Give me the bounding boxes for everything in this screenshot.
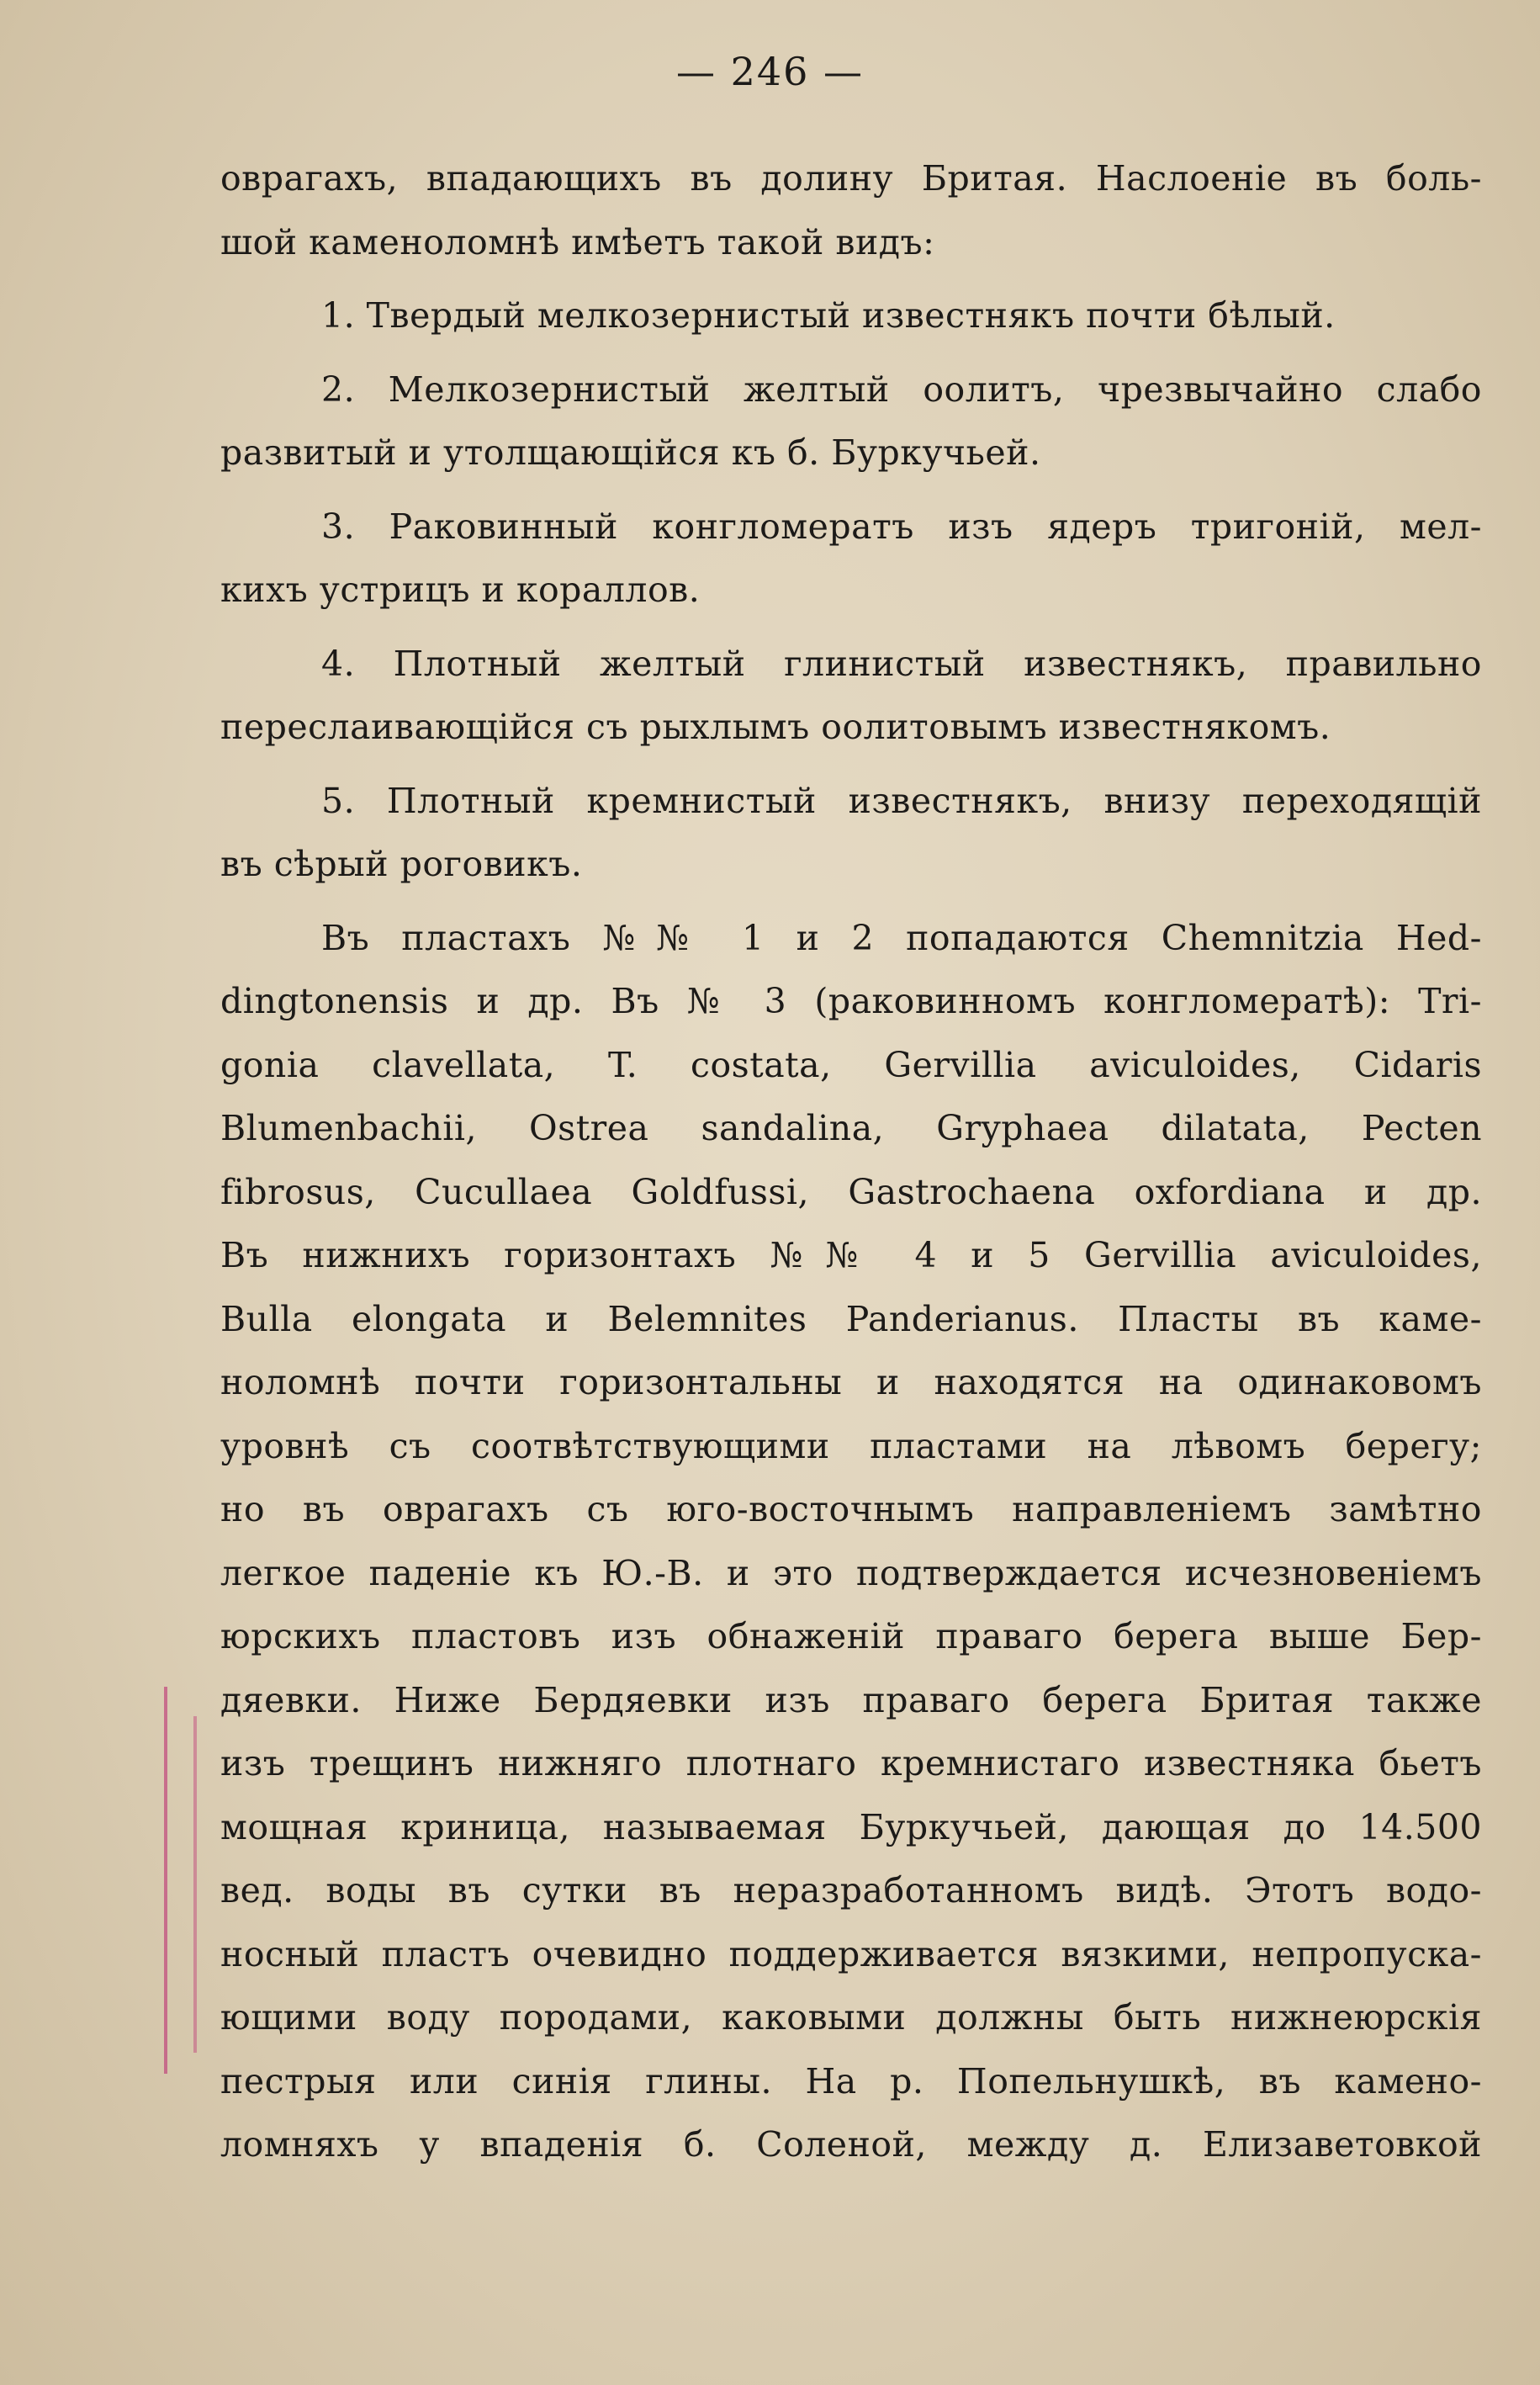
text-line: вед. воды въ сутки въ неразработанномъ видѣ. Этотъ водо- (220, 1870, 1482, 1911)
text-line: 5. Плотный кремнистый известнякъ, внизу переходящій (321, 780, 1482, 821)
text-line: пестрыя или синія глины. На р. Попельнушкѣ, въ камено- (220, 2060, 1482, 2101)
text-line: оврагахъ, впадающихъ въ долину Бритая. Наслоеніе въ боль- (220, 158, 1482, 199)
text-line: ноломнѣ почти горизонтальны и находятся на одинаковомъ (220, 1362, 1482, 1402)
text-line: Blumenbachii, Ostrea sandalina, Gryphaea dilatata, Pecten (220, 1108, 1482, 1148)
margin-bracket-mark (164, 1687, 218, 2074)
text-line: Въ нижнихъ горизонтахъ №№ 4 и 5 Gervillia aviculoides, (220, 1235, 1482, 1275)
page-number: — 246 — (675, 49, 865, 94)
text-line: шой каменоломнѣ имѣетъ такой видъ: (220, 221, 935, 262)
text-line: Bulla elongata и Belemnites Panderianus. Пласты въ каме- (220, 1298, 1482, 1339)
text-line: 3. Раковинный конгломератъ изъ ядеръ тригоній, мел- (321, 506, 1482, 547)
text-line: gonia clavellata, T. costata, Gervillia aviculoides, Cidaris (220, 1044, 1482, 1085)
text-line: уровнѣ съ соотвѣтствующими пластами на лѣвомъ берегу; (220, 1425, 1482, 1466)
text-line: но въ оврагахъ съ юго-восточнымъ направленіемъ замѣтно (220, 1489, 1482, 1529)
text-line: дяевки. Ниже Бердяевки изъ праваго берега Бритая также (220, 1679, 1482, 1720)
margin-pencil-line (193, 1716, 197, 2053)
text-line: ломняхъ у впаденія б. Соленой, между д. Елизаветовкой (220, 2124, 1482, 2165)
text-line: fibrosus, Cucullaea Goldfussi, Gastrochaena oxfordiana и др. (220, 1171, 1482, 1212)
text-line: юрскихъ пластовъ изъ обнаженій праваго берега выше Бер- (220, 1616, 1482, 1656)
text-line: въ сѣрый роговикъ. (220, 844, 583, 884)
text-line: мощная криница, называемая Буркучьей, дающая до 14.500 (220, 1806, 1482, 1847)
text-line: ющими воду породами, каковыми должны быть нижнеюрскія (220, 1997, 1482, 2038)
text-line: изъ трещинъ нижняго плотнаго кремнистаго известняка бьетъ (220, 1743, 1482, 1783)
text-line: развитый и утолщающійся къ б. Буркучьей. (220, 432, 1041, 473)
text-line: 1. Твердый мелкозернистый известнякъ почти бѣлый. (321, 295, 1336, 336)
text-line: переслаивающійся съ рыхлымъ оолитовымъ известнякомъ. (220, 707, 1331, 747)
text-line: кихъ устрицъ и кораллов. (220, 570, 701, 610)
text-line: 2. Мелкозернистый желтый оолитъ, чрезвычайно слабо (321, 368, 1482, 410)
text-line: Въ пластахъ №№ 1 и 2 попадаются Chemnitzia Hed- (321, 917, 1482, 958)
text-line: легкое паденіе къ Ю.-В. и это подтверждается исчезновеніемъ (220, 1552, 1482, 1593)
body-text (220, 147, 1482, 2177)
text-line: dingtonensis и др. Въ № 3 (раковинномъ конгломератѣ): Tri- (220, 981, 1482, 1021)
text-line: носный пластъ очевидно поддерживается вязкими, непропуска- (220, 1933, 1482, 1974)
text-line: 4. Плотный желтый глинистый известнякъ, правильно (321, 643, 1482, 684)
